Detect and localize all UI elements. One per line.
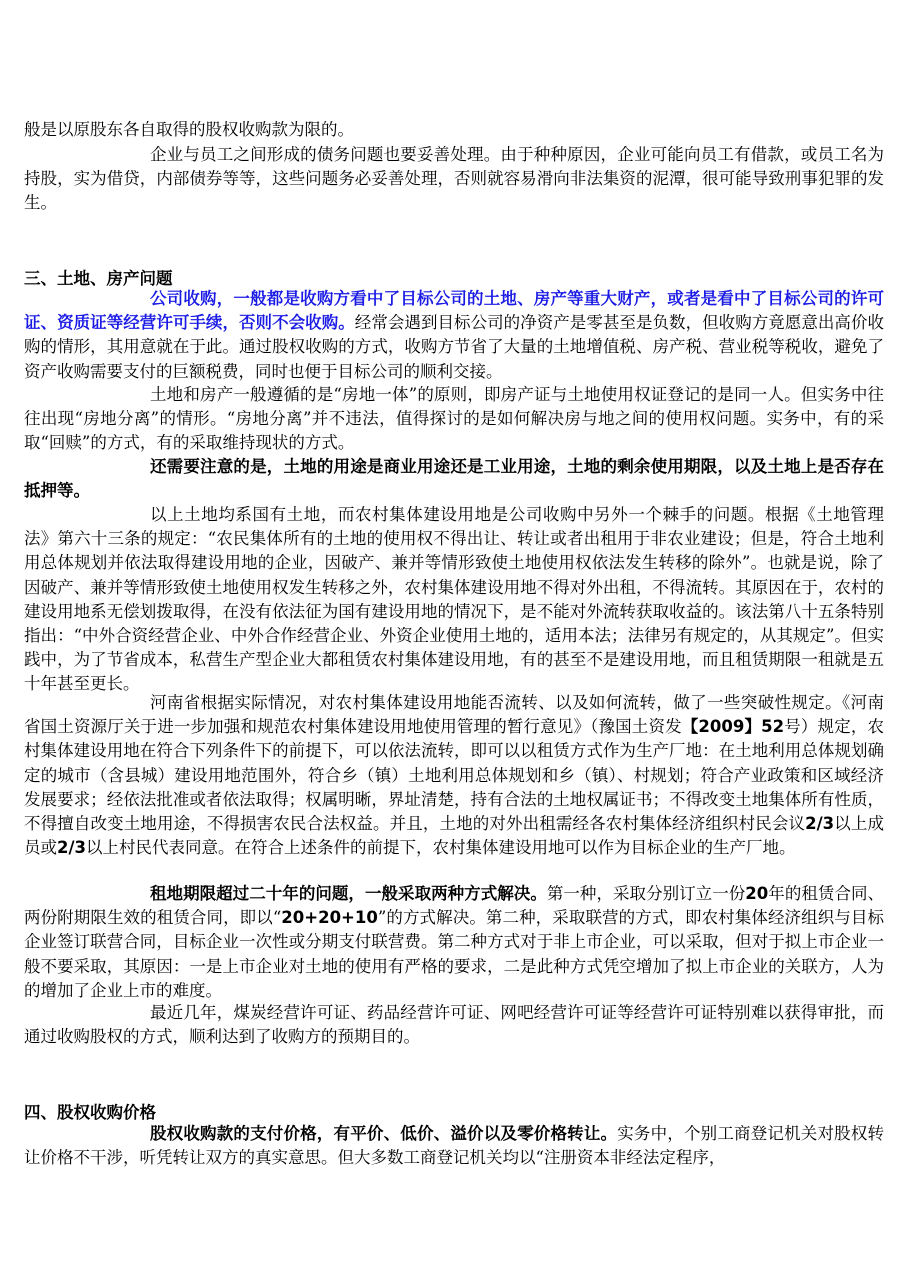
paragraph: [24, 455, 884, 503]
paragraph-text: 土地和房产一般遵循的是“房地一体”的原则，即房产证与土地使用权证登记的是同一人。但实务中往往出现“房地分离”的情形。“房地分离”并不违法，值得探讨的是如何解决房与地之间的使用权问题。实务中，有的采取“回赎”的方式，有的采取维持现状的方式。: [24, 385, 884, 453]
paragraph: [24, 287, 884, 384]
emphasis-text: 公司收购，一般都是收购方看中了目标公司的土地、房产等重大财产，或者是看中了目标公司的许可证、资质证等经营许可手续，否则不会收购。: [24, 289, 884, 333]
section-heading: 四、股权收购价格: [24, 1103, 156, 1122]
paragraph: [24, 882, 884, 1003]
paragraph-text: 经常会遇到目标公司的净资产是零甚至是负数，但收购方竟愿意出高价收购的情形，其用意就在于此。通过股权收购的方式，收购方节省了大量的土地增值税、房产税、营业税等税收，避免了资产收购需要支付的巨额税费，同时也便于目标公司的顺利交接。: [24, 313, 885, 381]
emphasis-text: 2/3: [805, 814, 835, 834]
emphasis-text: 20+20+10: [281, 908, 378, 928]
paragraph-text: 河南省根据实际情况，对农村集体建设用地能否流转、以及如何流转，做了一些突破性规定。《河南省国土资源厅关于进一步加强和规范农村集体建设用地使用管理的暂行意见》（豫国土资发: [24, 693, 884, 737]
paragraph-text: 年的租赁合同、两份附期限生效的租赁合同，即以“: [24, 884, 885, 928]
emphasis-text: 股权收购款的支付价格，有平价、低价、溢价以及零价格转让。: [150, 1124, 618, 1143]
paragraph-text: 最近几年，煤炭经营许可证、药品经营许可证、网吧经营许可证等经营许可证特别难以获得审批，而通过收购股权的方式，顺利达到了收购方的预期目的。: [24, 1003, 884, 1047]
paragraph-text: 般是以原股东各自取得的股权收购款为限的。: [24, 120, 354, 139]
paragraph-text: 以上村民代表同意。在符合上述条件的前提下，农村集体建设用地可以作为目标企业的生产厂地。: [86, 838, 796, 858]
emphasis-text: 【2009】52: [681, 717, 785, 737]
paragraph-text: 以上成员或: [24, 814, 885, 858]
paragraph-text: 企业与员工之间形成的债务问题也要妥善处理。由于种种原因，企业可能向员工有借款，或员工名为持股，实为借贷，内部债券等等，这些问题务必妥善处理，否则就容易滑向非法集资的泥潭，很可能导致刑事犯罪的发生。: [24, 145, 884, 213]
emphasis-text: 还需要注意的是，土地的用途是商业用途还是工业用途，土地的剩余使用期限，以及土地上是否存在抵押等。: [24, 457, 884, 501]
paragraph-text: 以上土地均系国有土地，而农村集体建设用地是公司收购中另外一个棘手的问题。根据《土地管理法》第六十三条的规定：“农民集体所有的土地的使用权不得出让、转让或者出租用于非农业建设；但是，符合土地利用总体规划并依法取得建设用地的企业，因破产、兼并等情形致使土地使用权依法发生转移的除外”。也就是说，除了因破产、兼并等情形致使土地使用权发生转移之外，农村集体建设用地不得对外出租，不得流转。其原因在于，农村的建设用地系无偿划拨取得，在没有依法征为国有建设用地的情况下，是不能对外流转获取收益的。该法第八十五条特别指出：“中外合资经营企业、中外合作经营企业、外资企业使用土地的，适用本法；法律另有规定的，从其规定”。但实践中，为了节省成本，私营生产型企业大都租赁农村集体建设用地，有的甚至不是建设用地，而且租赁期限一租就是五十年甚至更长。: [24, 505, 884, 694]
paragraph: [24, 1122, 884, 1170]
emphasis-text: 租地期限超过二十年的问题，一般采取两种方式解决。: [150, 884, 547, 903]
paragraph: [24, 143, 884, 216]
paragraph-text: 实务中，个别工商登记机关对股权转让价格不干涉，听凭转让双方的真实意思。但大多数工商登记机关均以“注册资本非经法定程序，: [24, 1124, 885, 1168]
paragraph: [24, 1001, 884, 1049]
paragraph-text: 第一种，采取分别订立一份: [546, 884, 746, 903]
paragraph: [24, 383, 884, 456]
paragraph: [24, 118, 884, 142]
paragraph: [24, 503, 884, 697]
emphasis-text: 20: [745, 884, 769, 903]
emphasis-text: 2/3: [57, 838, 86, 858]
paragraph-text: ”的方式解决。第二种，采取联营的方式，即农村集体经济组织与目标企业签订联营合同，目标企业一次性或分期支付联营费。第二种方式对于非上市企业，可以采取，但对于拟上市企业一般不要采取，其原因：一是上市企业对土地的使用有严格的要求，二是此种方式凭空增加了拟上市企业的关联方，人为的增加了企业上市的难度。: [24, 908, 884, 1000]
paragraph-text: 号）规定，农村集体建设用地在符合下列条件下的前提下，可以依法流转，即可以以租赁方式作为生产厂地：在土地利用总体规划确定的城市（含县城）建设用地范围外，符合乡（镇）土地利用总体规划和乡（镇）、村规划；符合产业政策和区域经济发展要求；经依法批准或者依法取得；权属明晰，界址清楚，持有合法的土地权属证书；不得改变土地集体所有性质，不得擅自改变土地用途，不得损害农民合法权益。并且，土地的对外出租需经各农村集体经济组织村民会议: [24, 717, 885, 834]
paragraph: [24, 691, 884, 860]
section-heading: 三、土地、房产问题: [24, 269, 173, 288]
